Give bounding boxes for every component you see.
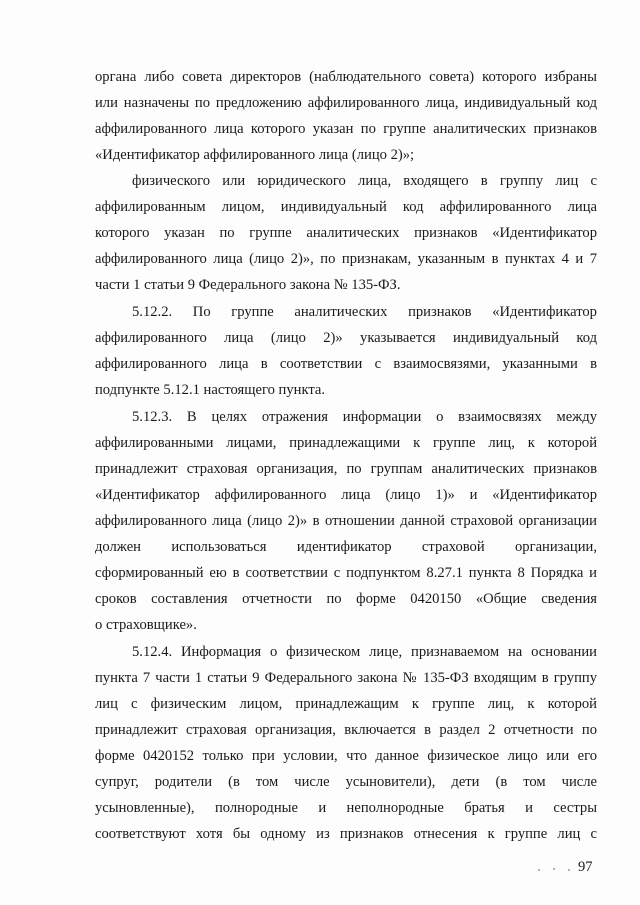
text-line: супруг, родители (в том числе усыновители), дети (в том числе bbox=[95, 774, 597, 790]
word: организации, bbox=[515, 539, 597, 555]
word: должен bbox=[95, 539, 141, 555]
text-line: о страховщике». bbox=[95, 617, 197, 633]
text-line: или назначены по предложению аффилированного лица, индивидуальный код bbox=[95, 95, 597, 111]
text-line: аффилированного лица которого указан по группе аналитических признаков bbox=[95, 121, 597, 137]
text-line: усыновленные), полнородные и неполнородные братья и сестры bbox=[95, 800, 597, 816]
word: группе bbox=[231, 304, 274, 320]
text-line: форме 0420152 только при условии, что данное физическое лицо или его bbox=[95, 748, 597, 764]
text-line: принадлежит страховая организация, включается в раздел 2 отчетности по bbox=[95, 722, 597, 738]
scan-speck bbox=[538, 869, 540, 871]
text-line: аффилированным лицом, индивидуальный код аффилированного лица bbox=[95, 199, 597, 215]
text-line: которого указан по группе аналитических признаков «Идентификатор bbox=[95, 225, 597, 241]
text-line: аффилированного лица (лицо 2)», по признакам, указанным в пунктах 4 и 7 bbox=[95, 251, 597, 267]
text-line: органа либо совета директоров (наблюдательного совета) которого избраны bbox=[95, 69, 597, 85]
text-line: физического или юридического лица, входящего в группу лиц с bbox=[132, 173, 597, 189]
word: аналитических bbox=[294, 304, 388, 320]
text-line: «Идентификатор аффилированного лица (лицо 2)»; bbox=[95, 147, 415, 163]
text-line: аффилированного лица (лицо 2)» указывается индивидуальный код bbox=[95, 330, 597, 346]
text-line: аффилированными лицами, принадлежащими к группе лиц, к которой bbox=[95, 435, 597, 451]
word: 5.12.2. bbox=[132, 304, 173, 320]
scan-speck bbox=[568, 869, 570, 871]
word: страховой bbox=[421, 539, 485, 555]
text-line bbox=[132, 302, 597, 322]
word: По bbox=[192, 304, 211, 320]
text-line: аффилированного лица в соответствии с взаимосвязями, указанными в bbox=[95, 356, 597, 372]
text-line: 5.12.4. Информация о физическом лице, признаваемом на основании bbox=[132, 644, 597, 660]
word: использоваться bbox=[171, 539, 267, 555]
word: признаков bbox=[408, 304, 472, 320]
text-line: соответствуют хотя бы одному из признаков отнесения к группе лиц с bbox=[95, 826, 597, 842]
text-line: «Идентификатор аффилированного лица (лицо 1)» и «Идентификатор bbox=[95, 487, 597, 503]
text-line bbox=[95, 537, 597, 557]
word: идентификатор bbox=[296, 539, 392, 555]
scan-speck bbox=[553, 868, 555, 870]
text-line: части 1 статьи 9 Федерального закона № 135-ФЗ. bbox=[95, 277, 401, 293]
text-line: сроков составления отчетности по форме 0420150 «Общие сведения bbox=[95, 591, 597, 607]
text-line: подпункте 5.12.1 настоящего пункта. bbox=[95, 382, 326, 398]
word: «Идентификатор bbox=[492, 304, 597, 320]
text-line: сформированный ею в соответствии с подпунктом 8.27.1 пункта 8 Порядка и bbox=[95, 565, 597, 581]
text-line: лиц с физическим лицом, принадлежащим к группе лиц, к которой bbox=[95, 696, 597, 712]
text-line: аффилированного лица (лицо 2)» в отношении данной страховой организации bbox=[95, 513, 597, 529]
page-number: 97 bbox=[578, 859, 593, 875]
text-line: пункта 7 части 1 статьи 9 Федерального закона № 135-ФЗ входящим в группу bbox=[95, 670, 597, 686]
text-line: 5.12.3. В целях отражения информации о взаимосвязях между bbox=[132, 409, 597, 425]
text-line: принадлежит страховая организация, по группам аналитических признаков bbox=[95, 461, 597, 477]
